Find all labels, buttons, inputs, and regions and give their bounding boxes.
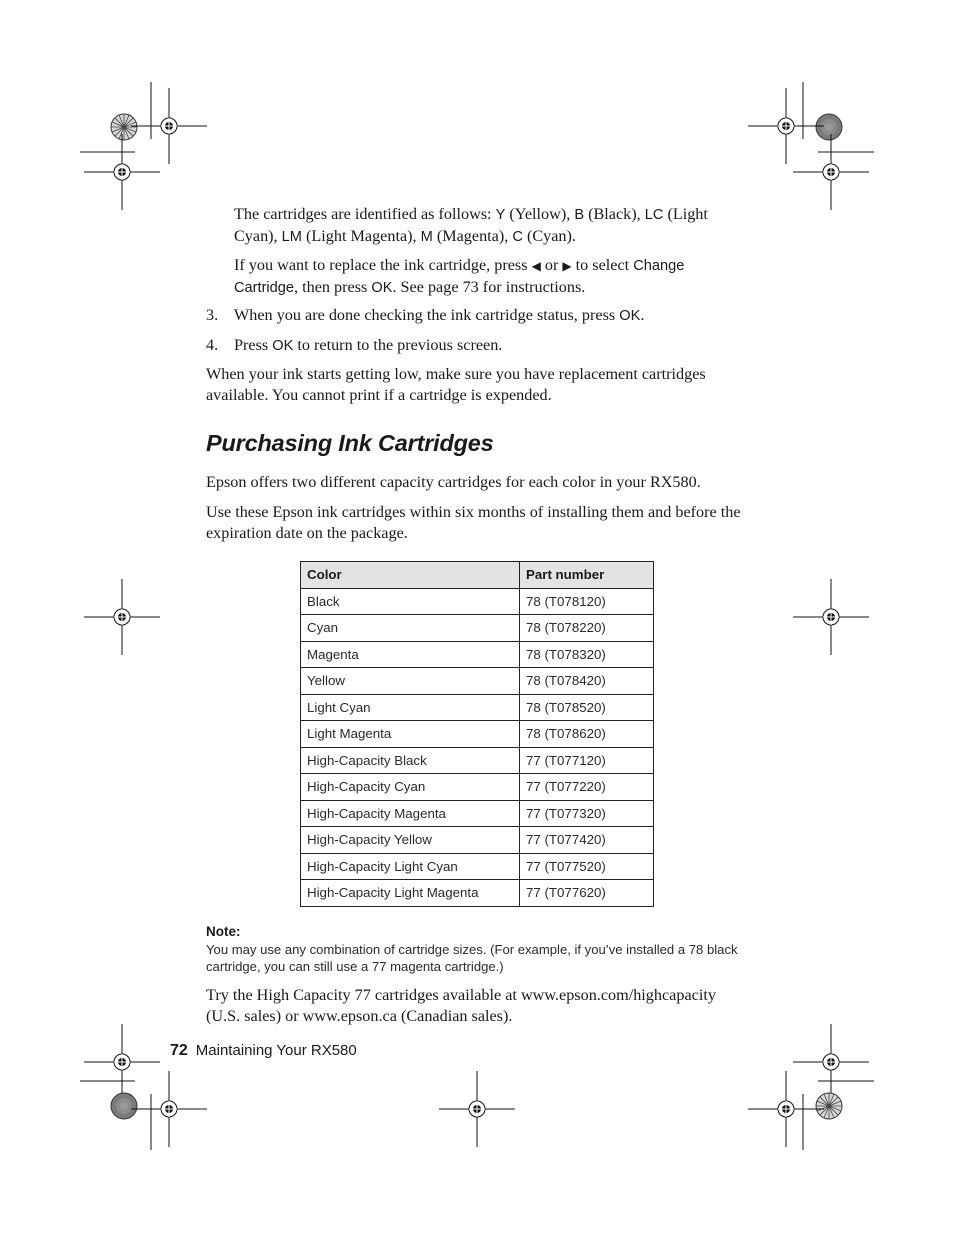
table-row [301,641,654,668]
crosshair-icon [84,1024,160,1100]
code-black: B [574,207,585,223]
section-heading: Purchasing Ink Cartridges [206,430,494,456]
capacity-intro-text: Epson offers two different capacity cartridges for each color in your RX580. [206,473,701,491]
crosshair-icon [131,88,207,164]
column-header-part-number: Part number [520,562,654,589]
table-row [301,827,654,854]
page-footer [170,1042,357,1060]
left-arrow-icon: ◀ [531,259,541,273]
table-row [301,800,654,827]
step-number: 4. [206,336,219,354]
cell-part-number: 77 (T077520) [520,853,654,880]
column-header-color: Color [301,562,520,589]
cartridge-parts-table [300,561,654,907]
cell-part-number: 78 (T078420) [520,668,654,695]
table-row [301,853,654,880]
table-row [301,588,654,615]
crosshair-icon [84,579,160,655]
low-ink-text: When your ink starts getting low, make sure you have replacement cartridges available. You cannot print if a cartridge is expended. [206,365,706,404]
table-header-row [301,562,654,589]
registration-star-icon [111,114,137,140]
step-number: 3. [206,306,219,324]
ok-button-label: OK [371,280,393,296]
table-row [301,694,654,721]
cell-color: High-Capacity Cyan [301,774,520,801]
code-yellow: Y [495,207,506,223]
cell-part-number: 78 (T078620) [520,721,654,748]
note-label: Note: [206,924,241,939]
right-arrow-icon: ▶ [562,259,572,273]
cell-part-number: 78 (T078120) [520,588,654,615]
closing-text: Try the High Capacity 77 cartridges available at www.epson.com/highcapacity (U.S. sales) or www.epson.ca (Canadian sales). [206,986,716,1025]
ok-button-label: OK [619,308,641,324]
table-row [301,668,654,695]
table-row [301,774,654,801]
page-number: 72 [170,1042,188,1059]
cell-color: Yellow [301,668,520,695]
ok-button-label: OK [272,338,294,354]
cartridge-identification-text: The cartridges are identified as follows: Y (Yellow), B (Black), LC (Light Cyan), LM (Light Magenta), M (Magenta), C (Cyan). [234,205,708,245]
replace-cartridge-text: If you want to replace the ink cartridge, press ◀ or ▶ to select Change Cartridge, then press OK. See page 73 for instructions. [234,256,685,296]
cell-color: High-Capacity Yellow [301,827,520,854]
crosshair-icon [439,1071,515,1147]
cell-color: Black [301,588,520,615]
step-3-text: When you are done checking the ink cartridge status, press OK. [234,306,645,324]
code-cyan: C [512,229,523,245]
cell-part-number: 77 (T077220) [520,774,654,801]
step-4-text: Press OK to return to the previous screen. [234,336,503,354]
table-row [301,615,654,642]
table-row [301,747,654,774]
crosshair-icon [748,1071,824,1147]
table-row [301,721,654,748]
cell-color: Magenta [301,641,520,668]
registration-dark-star-icon [111,1093,137,1119]
cell-part-number: 78 (T078520) [520,694,654,721]
crosshair-icon [793,134,869,210]
note-text: You may use any combination of cartridge sizes. (For example, if you’ve installed a 78 black cartridge, you can still use a 77 magenta cartridge.) [206,942,738,974]
cell-color: Light Cyan [301,694,520,721]
cell-color: Light Magenta [301,721,520,748]
code-light-magenta: LM [281,229,302,245]
cell-part-number: 78 (T078320) [520,641,654,668]
cell-part-number: 77 (T077120) [520,747,654,774]
crosshair-icon [793,1024,869,1100]
cell-color: High-Capacity Light Magenta [301,880,520,907]
code-light-cyan: LC [644,207,664,223]
crosshair-icon [793,579,869,655]
code-magenta: M [420,229,433,245]
cell-part-number: 77 (T077420) [520,827,654,854]
cell-part-number: 77 (T077620) [520,880,654,907]
footer-section-title: Maintaining Your RX580 [195,1042,357,1059]
cell-color: Cyan [301,615,520,642]
usage-text: Use these Epson ink cartridges within six months of installing them and before the expiration date on the package. [206,503,741,542]
cell-part-number: 77 (T077320) [520,800,654,827]
cell-color: High-Capacity Magenta [301,800,520,827]
cell-part-number: 78 (T078220) [520,615,654,642]
crosshair-icon [748,88,824,164]
cell-color: High-Capacity Light Cyan [301,853,520,880]
table-row [301,880,654,907]
change-cartridge-option: Change Cartridge [234,258,685,296]
registration-dark-star-icon [816,114,842,140]
crosshair-icon [84,134,160,210]
crosshair-icon [131,1071,207,1147]
cell-color: High-Capacity Black [301,747,520,774]
registration-star-icon [816,1093,842,1119]
